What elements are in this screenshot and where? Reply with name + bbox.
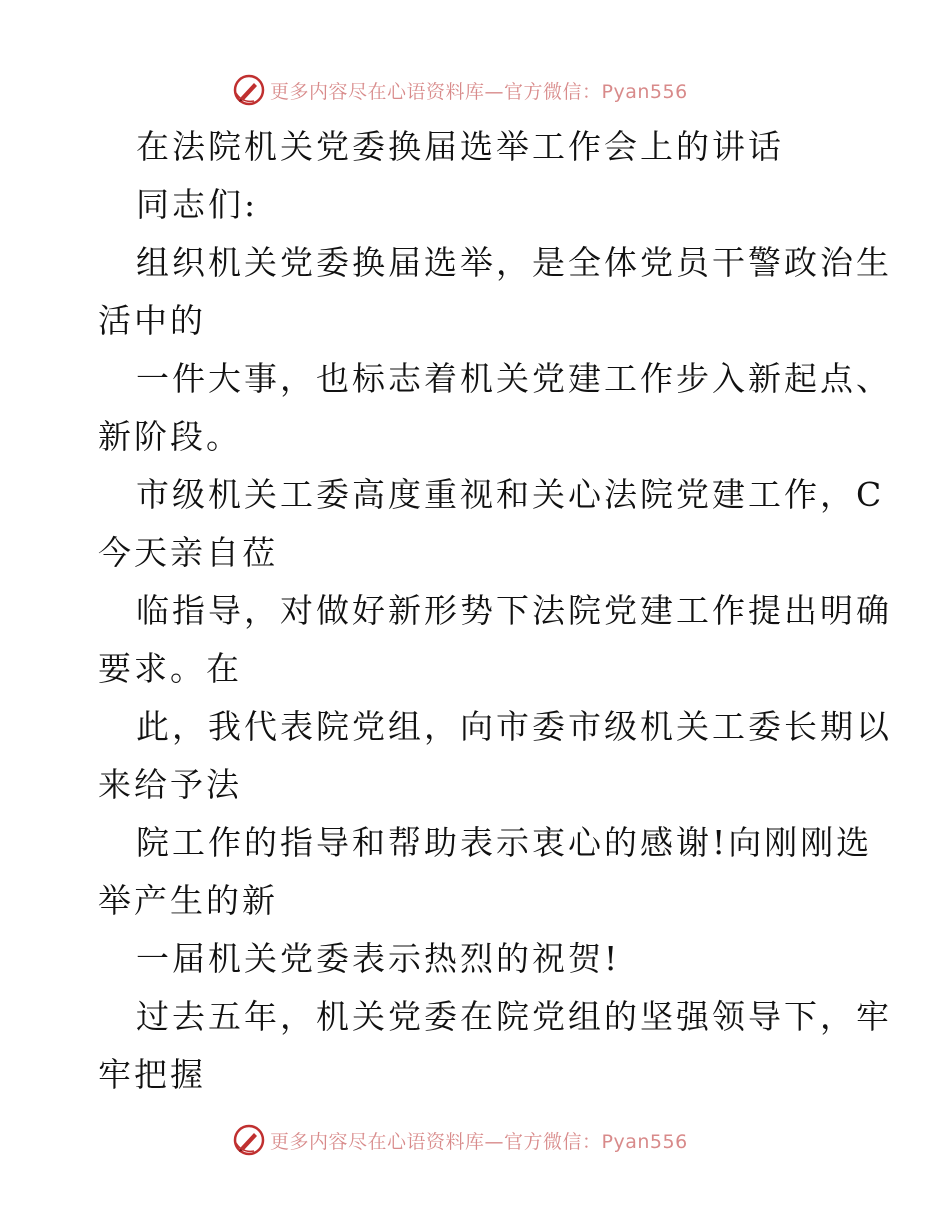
text-line: 新阶段。: [98, 417, 242, 456]
text-line: 组织机关党委换届选举，是全体党员干警政治生: [136, 243, 892, 282]
text-line: 院工作的指导和帮助表示衷心的感谢!向刚刚选: [136, 823, 873, 862]
pen-logo-icon: [232, 1123, 266, 1157]
text-line: 来给予法: [98, 765, 242, 804]
text-line: 举产生的新: [98, 881, 278, 920]
text-line: 今天亲自莅: [98, 533, 278, 572]
watermark-text: 更多内容尽在心语资料库—官方微信：Pyan556: [270, 1130, 688, 1153]
text-line: 一件大事，也标志着机关党建工作步入新起点、: [136, 359, 892, 398]
text-line: 临指导，对做好新形势下法院党建工作提出明确: [136, 591, 892, 630]
text-line: 活中的: [98, 301, 206, 340]
text-line: 过去五年，机关党委在院党组的坚强领导下，牢: [136, 997, 892, 1036]
text-line: 市级机关工委高度重视和关心法院党建工作，C: [136, 475, 885, 514]
document-body: [98, 118, 892, 1104]
document-title: 在法院机关党委换届选举工作会上的讲话: [136, 127, 784, 166]
salutation: 同志们:: [136, 185, 259, 224]
watermark-text: 更多内容尽在心语资料库—官方微信：Pyan556: [270, 80, 688, 103]
text-line: 牢把握: [98, 1055, 206, 1094]
text-line: 此，我代表院党组，向市委市级机关工委长期以: [136, 707, 892, 746]
watermark-header: [232, 72, 688, 108]
watermark-footer: [232, 1122, 688, 1158]
text-line: 一届机关党委表示热烈的祝贺!: [136, 939, 621, 978]
pen-logo-icon: [232, 73, 266, 107]
text-line: 要求。在: [98, 649, 242, 688]
